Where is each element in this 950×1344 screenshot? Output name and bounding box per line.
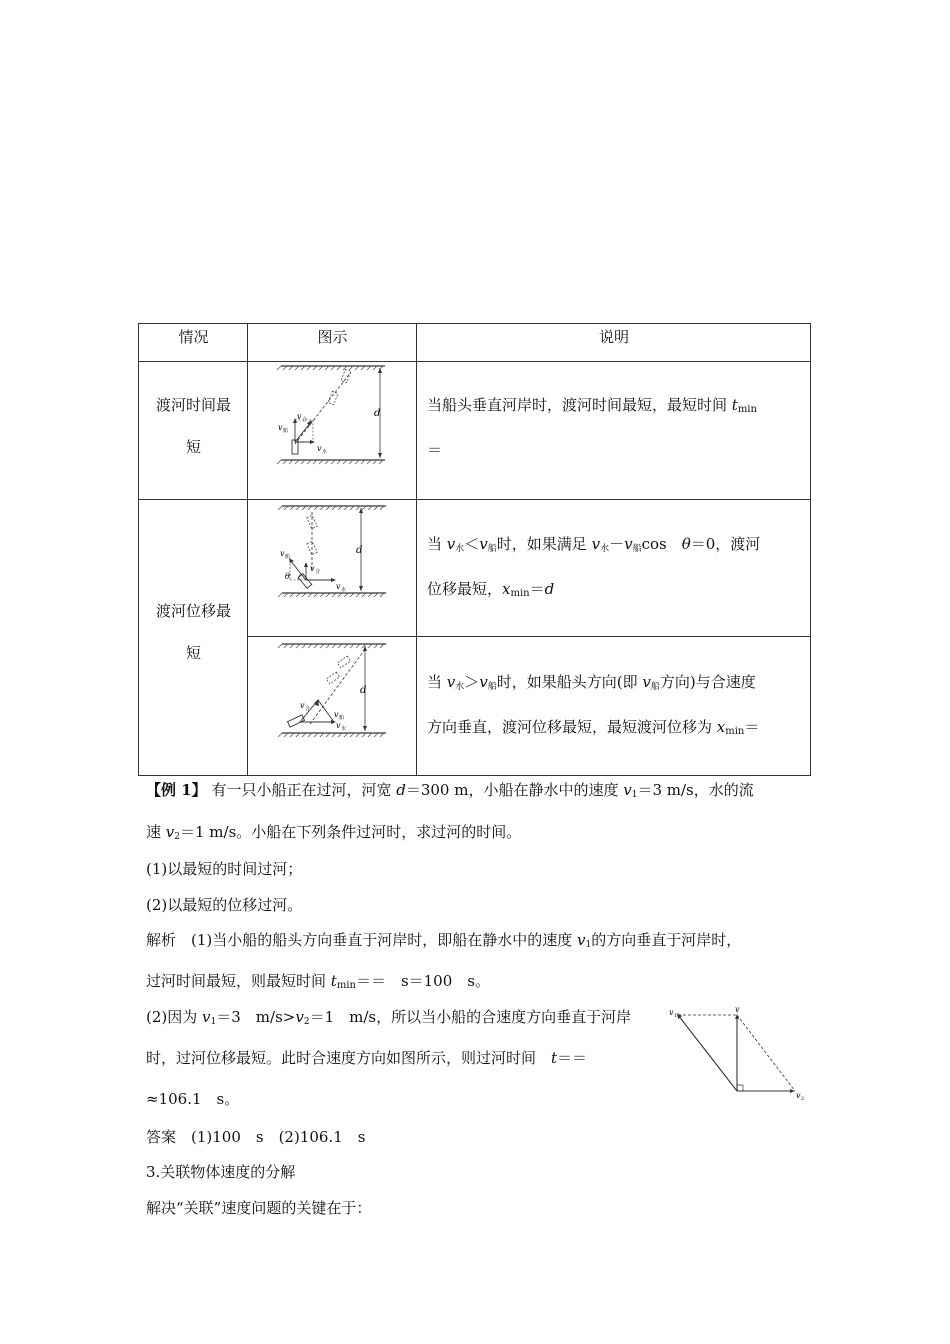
last-line: 解决“关联”速度问题的关键在于： [146,1199,372,1217]
solution-part2-line3: ≈106.1 s。 [146,1090,240,1108]
row1-desc-line1: 当船头垂直河岸时，渡河时间最短，最短时间 tmin [427,396,757,415]
solution-part2-line1: (2)因为 $v_1=3$ $m/s>v_2=1$ m/s，所以当小船的合速度方向垂直于河岸 [146,1008,632,1027]
svg-text:v: v [300,701,305,710]
svg-text:v: v [317,444,322,453]
row1-description [427,385,807,470]
row1-label-line2: 短 [185,438,201,456]
diagram-shortest-time [275,362,390,466]
row1-label-line1: 渡河时间最 [155,396,231,414]
svg-text:θ: θ [285,572,290,581]
svg-text:1: 1 [674,1013,678,1019]
svg-text:v: v [336,582,341,591]
example-tag: 【例 1】 [146,781,207,799]
velocity-diagram [665,1003,815,1101]
row2-label-line2: 短 [185,644,201,662]
row2-case2-description [427,662,809,752]
svg-text:v: v [735,1005,740,1014]
answer: 答案 (1)100 s (2)106.1 s [146,1128,366,1146]
svg-text:d: d [356,545,363,556]
svg-text:d: d [360,685,367,696]
row2-case2-line2: 方向垂直，渡河位移最短，最短渡河位移为 xmin＝ [427,718,760,737]
solution-line2: 过河时间最短，则最短时间 tmin＝＝ s＝100 s。 [146,972,490,991]
example-line1: 【例 1】 有一只小船正在过河，河宽 d＝300 m，小船在静水中的速度 $v_1=3$ m/s，水的流 [146,781,754,800]
row2-case1-line1: 当 $v_水<v_船$时，如果满足 $v_水-v_船\cos$ θ＝0，渡河 [427,535,761,554]
svg-text:v: v [278,423,283,432]
row2-label-line1: 渡河位移最 [155,602,231,620]
row1-desc-line2: ＝ [427,441,443,459]
row2-case1-description [427,524,807,614]
svg-text:v: v [297,412,302,421]
svg-text:船: 船 [339,715,345,721]
svg-text:v: v [280,549,285,558]
svg-text:合: 合 [305,706,311,712]
svg-text:水: 水 [322,449,328,455]
diagram-shortest-displacement-case1 [276,500,391,606]
svg-text:v: v [310,564,315,573]
svg-text:合: 合 [302,417,308,423]
diagram-shortest-displacement-case2 [276,638,391,744]
row2-label [139,590,248,674]
svg-text:v: v [334,710,339,719]
svg-text:v: v [796,1091,801,1100]
svg-text:水: 水 [341,726,347,732]
svg-text:合: 合 [315,569,321,575]
svg-text:水: 水 [341,587,347,593]
svg-text:v: v [336,721,341,730]
question-1: (1)以最短的时间过河； [146,860,303,878]
header-situation: 情况 [178,328,209,346]
row2-case2-line1: 当 $v_水>v_船$时，如果船头方向(即 $v_船$方向)与合速度 [427,673,756,692]
header-description: 说明 [598,328,629,346]
section-heading: 3.关联物体速度的分解 [146,1163,296,1181]
svg-text:船: 船 [283,428,289,434]
svg-text:2: 2 [801,1096,805,1101]
solution-line1: 解析 (1)当小船的船头方向垂直于河岸时，即船在静水中的速度 $v_1$的方向垂直于河岸时， [146,931,742,950]
svg-text:d: d [374,408,381,419]
row2-case1-line2: 位移最短，xmin＝d [427,580,555,599]
example-line2: 速 $v_2=1$ m/s。小船在下列条件过河时，求过河的时间。 [146,823,522,842]
svg-text:v: v [669,1008,674,1017]
header-figure: 图示 [317,328,348,346]
solution-part2-line2: 时，过河位移最短。此时合速度方向如图所示，则过河时间 t＝＝ [146,1049,588,1067]
row1-label [139,384,248,468]
question-2: (2)以最短的位移过河。 [146,896,303,914]
svg-text:船: 船 [285,554,291,560]
